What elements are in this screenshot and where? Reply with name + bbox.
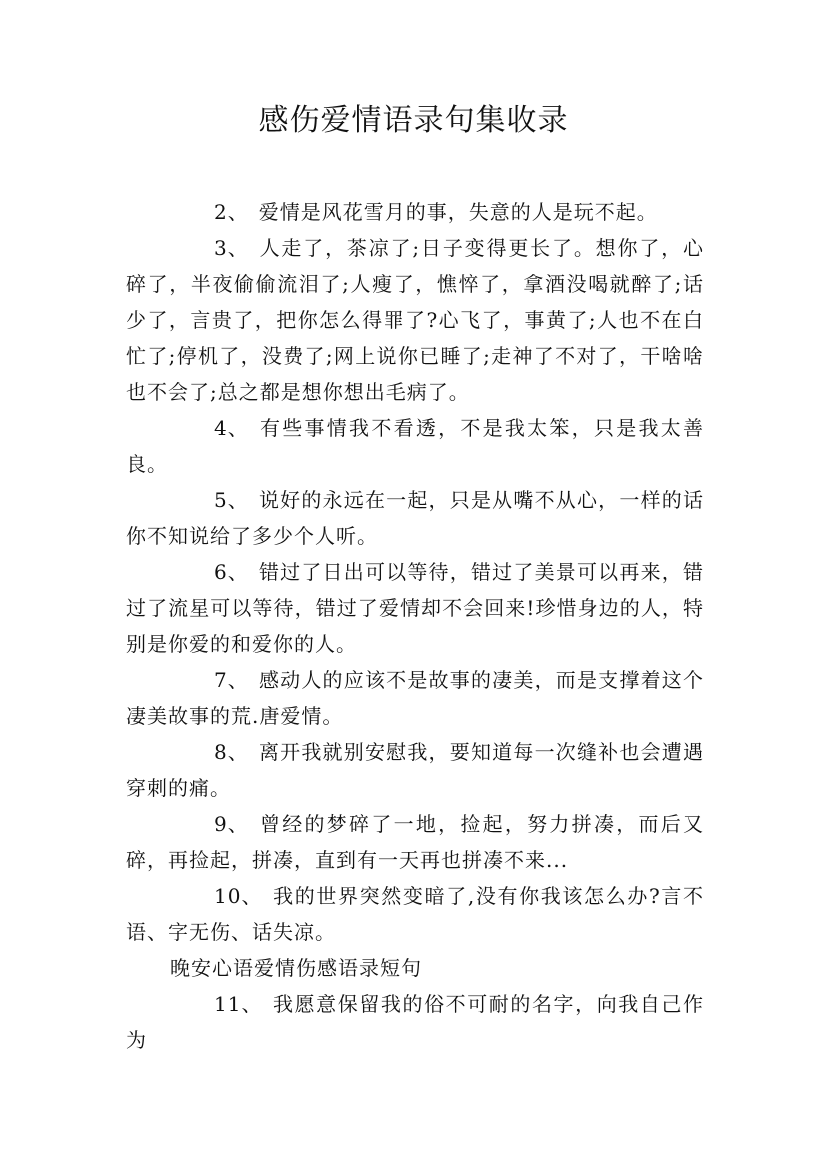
paragraph-text: 感动人的应该不是故事的凄美，而是支撑着这个凄美故事的荒.唐爱情。 bbox=[126, 668, 704, 728]
paragraph-6 bbox=[126, 554, 704, 662]
paragraph-number: 4、 bbox=[214, 416, 249, 440]
paragraph-11 bbox=[126, 986, 704, 1058]
paragraph-number: 6、 bbox=[214, 560, 249, 584]
paragraph-8 bbox=[126, 734, 704, 806]
paragraph-5 bbox=[126, 482, 704, 554]
paragraph-number: 7、 bbox=[214, 668, 249, 692]
paragraph-number: 10、 bbox=[214, 884, 263, 908]
paragraph-text: 我愿意保留我的俗不可耐的名字，向我自己作为 bbox=[126, 992, 704, 1052]
paragraph-7 bbox=[126, 662, 704, 734]
paragraph-text: 有些事情我不看透，不是我太笨，只是我太善良。 bbox=[126, 416, 704, 476]
paragraph-text: 离开我就别安慰我，要知道每一次缝补也会遭遇穿刺的痛。 bbox=[126, 740, 704, 800]
paragraph-text: 我的世界突然变暗了,没有你我该怎么办?言不语、字无伤、话失凉。 bbox=[126, 884, 704, 944]
paragraph-number: 11、 bbox=[214, 992, 263, 1016]
paragraph-number: 2、 bbox=[214, 200, 249, 224]
paragraph-text: 错过了日出可以等待，错过了美景可以再来，错过了流星可以等待，错过了爱情却不会回来!珍惜身边的人，特别是你爱的和爱你的人。 bbox=[126, 560, 704, 656]
document-title: 感伤爱情语录句集收录 bbox=[258, 103, 569, 138]
paragraph-number: 9、 bbox=[214, 812, 249, 836]
section-heading bbox=[126, 950, 704, 986]
paragraph-number: 8、 bbox=[214, 740, 249, 764]
paragraph-9 bbox=[126, 806, 704, 878]
paragraph-3 bbox=[126, 230, 704, 410]
section-heading-text: 晚安心语爱情伤感语录短句 bbox=[170, 956, 422, 980]
paragraph-4 bbox=[126, 410, 704, 482]
paragraph-text: 曾经的梦碎了一地，捡起，努力拼凑，而后又碎，再捡起，拼凑，直到有一天再也拼凑不来... bbox=[126, 812, 704, 872]
paragraph-2 bbox=[126, 194, 704, 230]
paragraph-text: 人走了，茶凉了;日子变得更长了。想你了，心碎了，半夜偷偷流泪了;人瘦了，憔悴了，拿酒没喝就醉了;话少了，言贵了，把你怎么得罪了?心飞了，事黄了;人也不在白忙了;停机了，没费了;网上说你已睡了;走神了不对了，干啥啥也不会了;总之都是想你想出毛病了。 bbox=[126, 236, 704, 404]
paragraph-text: 爱情是风花雪月的事，失意的人是玩不起。 bbox=[258, 200, 658, 224]
paragraph-text: 说好的永远在一起，只是从嘴不从心，一样的话你不知说给了多少个人听。 bbox=[126, 488, 704, 548]
paragraph-10 bbox=[126, 878, 704, 950]
document-body bbox=[126, 194, 704, 1058]
paragraph-number: 3、 bbox=[214, 236, 249, 260]
paragraph-number: 5、 bbox=[214, 488, 249, 512]
